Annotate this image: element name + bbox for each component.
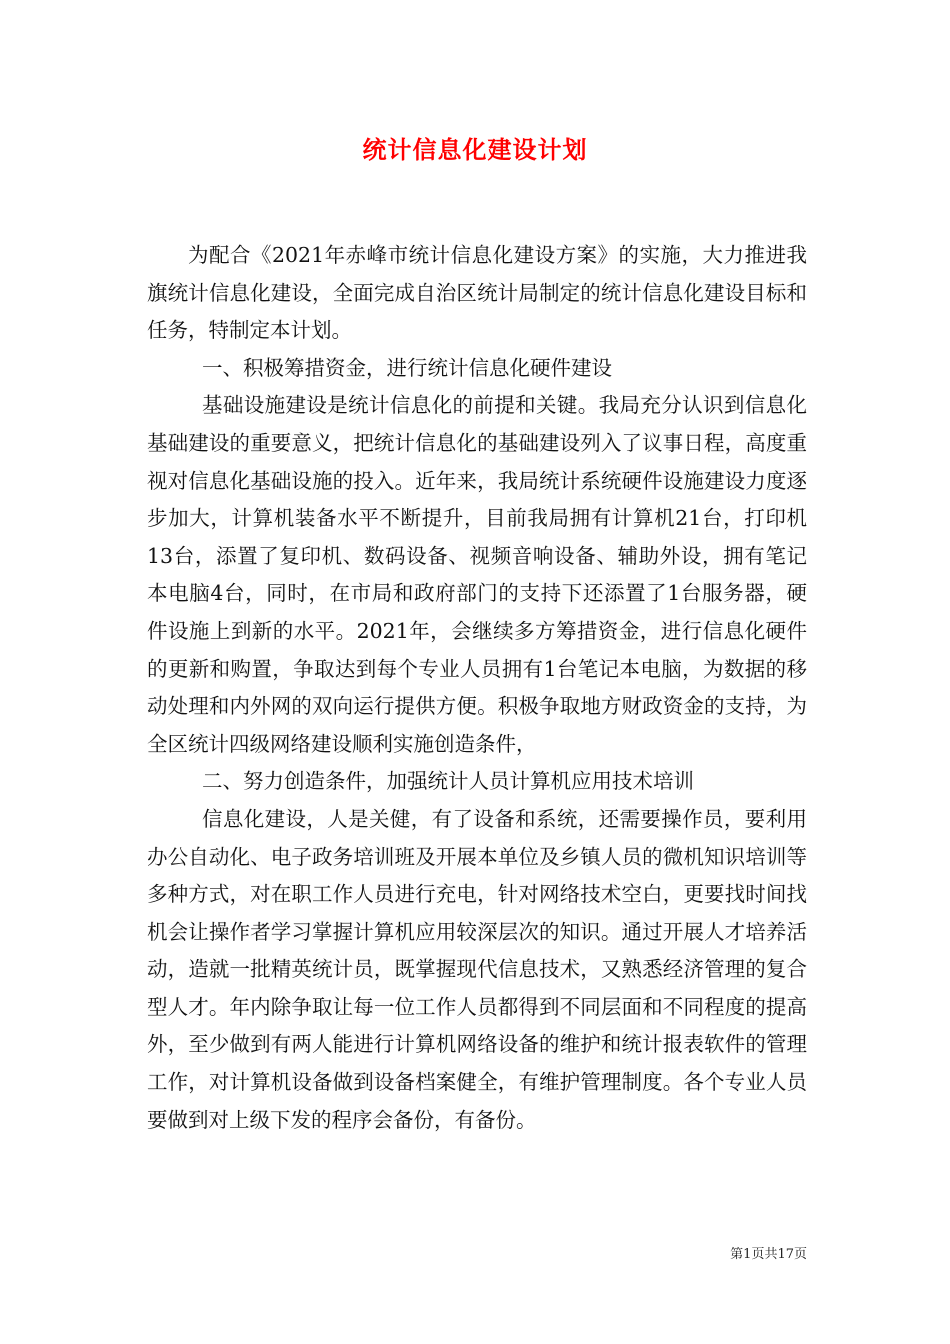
document-body	[147, 237, 807, 1139]
section-heading-1: 一、积极筹措资金，进行统计信息化硬件建设	[202, 355, 612, 380]
page-number: 第1页共17页	[730, 1247, 807, 1262]
section-2-paragraph: 信息化建设，人是关健，有了设备和系统，还需要操作员，要利用办公自动化、电子政务培训班及开展本单位及乡镇人员的微机知识培训等多种方式，对在职工作人员进行充电，针对网络技术空白，更要找时间找机会让操作者学习掌握计算机应用较深层次的知识。通过开展人才培养活动，造就一批精英统计员，既掌握现代信息技术，又熟悉经济管理的复合型人才。年内除争取让每一位工作人员都得到不同层面和不同程度的提高外，至少做到有两人能进行计算机网络设备的维护和统计报表软件的管理工作，对计算机设备做到设备档案健全，有维护管理制度。各个专业人员要做到对上级下发的程序会备份，有备份。	[147, 806, 807, 1132]
document-title: 统计信息化建设计划	[362, 135, 588, 164]
section-1-paragraph: 基础设施建设是统计信息化的前提和关键。我局充分认识到信息化基础建设的重要意义，把统计信息化的基础建设列入了议事日程，高度重视对信息化基础设施的投入。近年来，我局统计系统硬件设施建设力度逐步加大，计算机装备水平不断提升，目前我局拥有计算机21台，打印机13台，添置了复印机、数码设备、视频音响设备、辅助外设，拥有笔记本电脑4台，同时，在市局和政府部门的支持下还添置了1台服务器，硬件设施上到新的水平。2021年，会继续多方筹措资金，进行信息化硬件的更新和购置，争取达到每个专业人员拥有1台笔记本电脑，为数据的移动处理和内外网的双向运行提供方便。积极争取地方财政资金的支持，为全区统计四级网络建设顺利实施创造条件，	[147, 393, 807, 756]
intro-paragraph: 为配合《2021年赤峰市统计信息化建设方案》的实施，大力推进我旗统计信息化建设，全面完成自治区统计局制定的统计信息化建设目标和任务，特制定本计划。	[147, 243, 807, 343]
section-heading-2: 二、努力创造条件，加强统计人员计算机应用技术培训	[202, 769, 694, 794]
